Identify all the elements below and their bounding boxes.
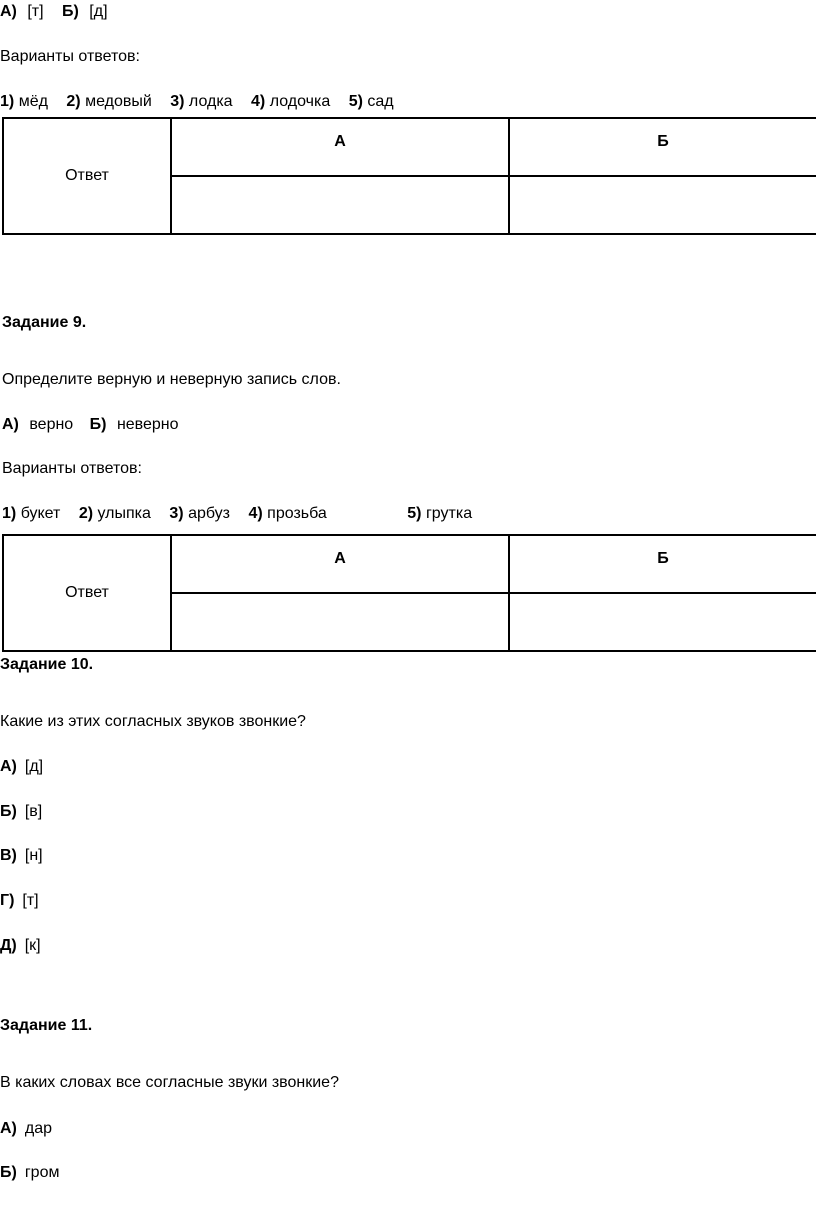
column-b-header: Б: [509, 118, 816, 176]
top-sound-options: [0, 2, 108, 22]
option-text: улыпка: [97, 505, 151, 522]
option-text: сад: [367, 93, 394, 110]
variants-list: [0, 92, 394, 112]
task-11-option: Б) гром: [0, 1164, 60, 1181]
task-9-variants-title: Варианты ответов:: [2, 460, 142, 477]
option-number: 1): [2, 505, 17, 522]
task-11-option: А) дар: [0, 1120, 53, 1137]
option-number: 4): [251, 93, 266, 110]
answer-cell-a[interactable]: [171, 593, 509, 651]
option-text: лодочка: [269, 93, 331, 110]
option-text: неверно: [116, 416, 179, 433]
task-10-option: В) [н]: [0, 847, 43, 864]
task-10-option: А) [д]: [0, 758, 44, 775]
option-text: лодка: [188, 93, 233, 110]
option-text: арбуз: [188, 505, 231, 522]
option-number: 2): [78, 505, 94, 522]
option-number: 5): [407, 505, 422, 522]
task-10-option: Б) [в]: [0, 803, 43, 820]
answer-cell-b[interactable]: [509, 176, 816, 234]
variants-title: Варианты ответов:: [0, 48, 140, 65]
option-label: Б): [89, 416, 107, 433]
task-11-question: В каких словах все согласные звуки звонкие?: [0, 1074, 339, 1091]
task-10-title: Задание 10.: [0, 656, 94, 673]
task-9-answer-table: [2, 534, 816, 652]
task-9-variants-list: [2, 504, 472, 524]
option-number: 3): [170, 93, 185, 110]
task-9-question: Определите верную и неверную запись слов.: [2, 371, 341, 388]
option-label: Б): [62, 3, 79, 20]
answer-label: Ответ: [3, 535, 171, 651]
task-9-title: Задание 9.: [2, 314, 87, 331]
option-number: 2): [66, 93, 81, 110]
answer-table: [2, 117, 816, 235]
option-text: [т]: [27, 3, 44, 20]
option-number: 3): [169, 505, 184, 522]
option-text: грутка: [425, 505, 473, 522]
option-number: 4): [248, 505, 263, 522]
column-a-header: А: [171, 118, 509, 176]
task-11-title: Задание 11.: [0, 1017, 93, 1034]
option-text: мёд: [18, 93, 48, 110]
option-text: [д]: [89, 3, 108, 20]
answer-cell-b[interactable]: [509, 593, 816, 651]
option-text: букет: [20, 505, 61, 522]
answer-label: Ответ: [3, 118, 171, 234]
column-a-header: А: [171, 535, 509, 593]
option-number: 5): [348, 93, 363, 110]
option-label: А): [0, 3, 17, 20]
task-9-ab-options: [2, 415, 179, 435]
option-text: медовый: [85, 93, 152, 110]
task-10-option: Г) [т]: [0, 892, 39, 909]
task-10-question: Какие из этих согласных звуков звонкие?: [0, 713, 306, 730]
option-text: верно: [29, 416, 74, 433]
answer-cell-a[interactable]: [171, 176, 509, 234]
task-10-option: Д) [к]: [0, 937, 41, 954]
column-b-header: Б: [509, 535, 816, 593]
option-text: прозьба: [267, 505, 327, 522]
option-label: А): [2, 416, 19, 433]
option-number: 1): [0, 93, 15, 110]
